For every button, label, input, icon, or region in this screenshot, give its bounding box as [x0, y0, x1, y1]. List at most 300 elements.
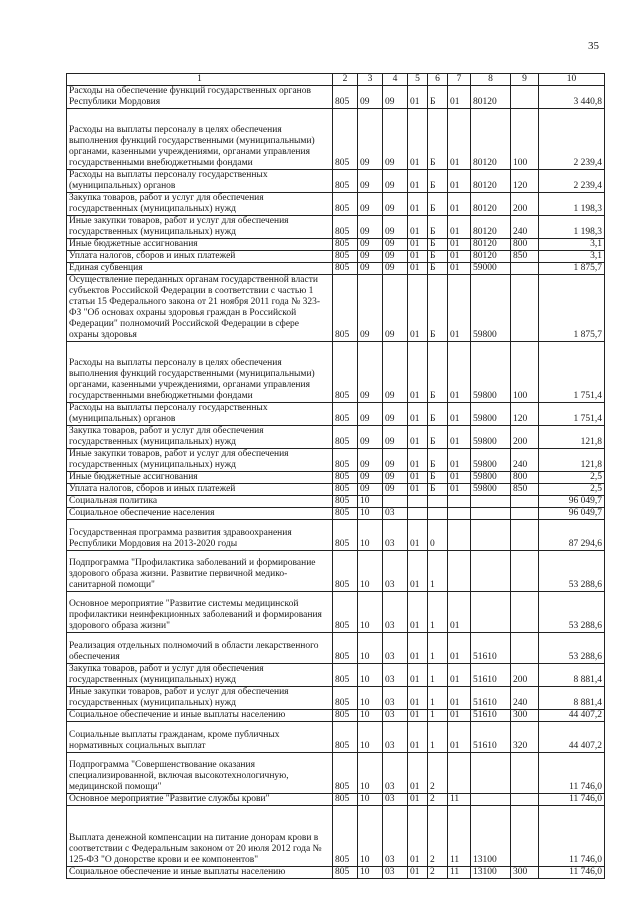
cell-c4: 03 [383, 710, 408, 722]
cell-c2: 805 [333, 520, 358, 551]
table-row [67, 86, 605, 109]
cell-c6: Б [428, 472, 448, 484]
column-header-6: 6 [428, 74, 448, 86]
cell-c8: 51610 [471, 722, 511, 753]
row-name: Иные закупки товаров, работ и услуг для обеспечения государственных (муниципальных) нужд [67, 216, 333, 239]
cell-c2: 805 [333, 753, 358, 794]
cell-c2: 805 [333, 551, 358, 592]
cell-c2: 805 [333, 664, 358, 687]
cell-c9 [511, 520, 539, 551]
cell-c7 [448, 496, 471, 508]
cell-c8: 80120 [471, 216, 511, 239]
cell-c6: 1 [428, 664, 448, 687]
cell-c4: 09 [383, 216, 408, 239]
cell-c6: 1 [428, 710, 448, 722]
cell-c2: 805 [333, 472, 358, 484]
cell-c5: 01 [408, 86, 428, 109]
table-row [67, 508, 605, 520]
cell-c9: 850 [511, 251, 539, 263]
row-name: Расходы на выплаты персоналу в целях обеспечения выполнения функций государственными (муниципальными) органами, казенными учреждениями, органами управления государственными внебюджетными фондами [67, 342, 333, 403]
row-name: Социальное обеспечение и иные выплаты населению [67, 710, 333, 722]
cell-c10: 2 239,4 [539, 170, 605, 193]
cell-c10: 3,1 [539, 251, 605, 263]
cell-c8 [471, 753, 511, 794]
cell-c10: 2 239,4 [539, 109, 605, 170]
cell-c2: 805 [333, 216, 358, 239]
cell-c5: 01 [408, 216, 428, 239]
row-name: Выплата денежной компенсации на питание донорам крови в соответствии с Федеральным законом от 20 июля 2012 года № 125-ФЗ "О донорстве крови и ее компонентов" [67, 806, 333, 867]
cell-c10: 11 746,0 [539, 806, 605, 867]
cell-c10: 2,5 [539, 484, 605, 496]
cell-c7: 01 [448, 251, 471, 263]
table-row [67, 710, 605, 722]
cell-c8: 59800 [471, 342, 511, 403]
table-row [67, 551, 605, 592]
row-name: Закупка товаров, работ и услуг для обеспечения государственных (муниципальных) нужд [67, 426, 333, 449]
cell-c6: Б [428, 263, 448, 275]
cell-c9 [511, 592, 539, 633]
cell-c10: 87 294,6 [539, 520, 605, 551]
cell-c7: 01 [448, 484, 471, 496]
cell-c7: 01 [448, 403, 471, 426]
cell-c9: 120 [511, 403, 539, 426]
cell-c4: 03 [383, 794, 408, 806]
cell-c8: 80120 [471, 251, 511, 263]
cell-c9 [511, 86, 539, 109]
row-name: Расходы на выплаты персоналу государственных (муниципальных) органов [67, 403, 333, 426]
cell-c3: 10 [358, 753, 383, 794]
cell-c3: 10 [358, 496, 383, 508]
row-name: Осуществление переданных органам государственной власти субъектов Российской Федерации в соответствии с частью 1 статьи 15 Федерального закона от 21 ноября 2011 года № 323-ФЗ "Об основах охраны здоровья граждан в Российской Федерации" полномочий Российской Федерации в сфере охраны здоровья [67, 275, 333, 342]
table-row [67, 484, 605, 496]
cell-c5: 01 [408, 342, 428, 403]
cell-c6: Б [428, 193, 448, 216]
cell-c9: 240 [511, 449, 539, 472]
table-row [67, 170, 605, 193]
cell-c5: 01 [408, 592, 428, 633]
table-row [67, 687, 605, 710]
cell-c4: 09 [383, 239, 408, 251]
cell-c5: 01 [408, 109, 428, 170]
cell-c4: 03 [383, 592, 408, 633]
cell-c3: 09 [358, 275, 383, 342]
cell-c6: Б [428, 239, 448, 251]
table-row [67, 722, 605, 753]
cell-c3: 09 [358, 86, 383, 109]
column-header-10: 10 [539, 74, 605, 86]
cell-c10: 1 751,4 [539, 403, 605, 426]
cell-c10: 8 881,4 [539, 687, 605, 710]
cell-c7: 01 [448, 86, 471, 109]
table-row [67, 216, 605, 239]
cell-c9: 120 [511, 170, 539, 193]
cell-c9 [511, 508, 539, 520]
cell-c6: Б [428, 86, 448, 109]
cell-c4: 03 [383, 722, 408, 753]
row-name: Основное мероприятие "Развитие службы крови" [67, 794, 333, 806]
cell-c2: 805 [333, 193, 358, 216]
cell-c5: 01 [408, 806, 428, 867]
cell-c7 [448, 551, 471, 592]
cell-c9: 200 [511, 426, 539, 449]
column-header-8: 8 [471, 74, 511, 86]
cell-c8: 80120 [471, 170, 511, 193]
cell-c5: 01 [408, 794, 428, 806]
cell-c4: 09 [383, 472, 408, 484]
cell-c2: 805 [333, 342, 358, 403]
cell-c7: 01 [448, 109, 471, 170]
cell-c7: 01 [448, 687, 471, 710]
cell-c8: 59800 [471, 403, 511, 426]
cell-c6: Б [428, 275, 448, 342]
cell-c10: 44 407,2 [539, 710, 605, 722]
cell-c6: 1 [428, 687, 448, 710]
cell-c8 [471, 551, 511, 592]
column-header-2: 2 [333, 74, 358, 86]
cell-c6: Б [428, 251, 448, 263]
column-header-1: 1 [67, 74, 333, 86]
row-name: Иные закупки товаров, работ и услуг для обеспечения государственных (муниципальных) нужд [67, 687, 333, 710]
cell-c10: 1 751,4 [539, 342, 605, 403]
cell-c9: 240 [511, 216, 539, 239]
cell-c10: 96 049,7 [539, 508, 605, 520]
cell-c6: 1 [428, 633, 448, 664]
cell-c5: 01 [408, 426, 428, 449]
cell-c7: 01 [448, 193, 471, 216]
cell-c2: 805 [333, 633, 358, 664]
cell-c2: 805 [333, 806, 358, 867]
cell-c7: 01 [448, 239, 471, 251]
table-row [67, 472, 605, 484]
table-row [67, 806, 605, 867]
cell-c8: 59800 [471, 484, 511, 496]
cell-c6: Б [428, 426, 448, 449]
cell-c3: 09 [358, 216, 383, 239]
row-name: Подпрограмма "Профилактика заболеваний и формирование здорового образа жизни. Развитие первичной медико-санитарной помощи" [67, 551, 333, 592]
column-header-3: 3 [358, 74, 383, 86]
cell-c8 [471, 496, 511, 508]
cell-c7: 01 [448, 472, 471, 484]
cell-c4: 09 [383, 86, 408, 109]
cell-c8 [471, 592, 511, 633]
cell-c6: Б [428, 216, 448, 239]
cell-c8: 51610 [471, 710, 511, 722]
row-name: Иные бюджетные ассигнования [67, 472, 333, 484]
cell-c9 [511, 496, 539, 508]
cell-c4: 09 [383, 484, 408, 496]
cell-c8: 80120 [471, 86, 511, 109]
cell-c3: 10 [358, 687, 383, 710]
table-header-row [67, 74, 605, 86]
cell-c2: 805 [333, 867, 358, 879]
cell-c5: 01 [408, 275, 428, 342]
cell-c5: 01 [408, 403, 428, 426]
cell-c3: 09 [358, 170, 383, 193]
cell-c4 [383, 496, 408, 508]
budget-table [66, 73, 605, 879]
cell-c3: 09 [358, 342, 383, 403]
cell-c8: 80120 [471, 109, 511, 170]
cell-c3: 09 [358, 484, 383, 496]
cell-c4: 03 [383, 520, 408, 551]
table-row [67, 520, 605, 551]
row-name: Социальное обеспечение населения [67, 508, 333, 520]
cell-c3: 10 [358, 794, 383, 806]
cell-c5: 01 [408, 449, 428, 472]
cell-c3: 09 [358, 263, 383, 275]
table-row [67, 426, 605, 449]
cell-c6: Б [428, 484, 448, 496]
column-header-4: 4 [383, 74, 408, 86]
cell-c7: 01 [448, 633, 471, 664]
cell-c9 [511, 753, 539, 794]
cell-c3: 10 [358, 806, 383, 867]
cell-c9 [511, 263, 539, 275]
cell-c3: 09 [358, 426, 383, 449]
cell-c2: 805 [333, 263, 358, 275]
table-row [67, 275, 605, 342]
cell-c4: 09 [383, 449, 408, 472]
cell-c2: 805 [333, 251, 358, 263]
cell-c7: 01 [448, 710, 471, 722]
cell-c6: 1 [428, 592, 448, 633]
row-name: Уплата налогов, сборов и иных платежей [67, 484, 333, 496]
cell-c3: 09 [358, 449, 383, 472]
cell-c6: Б [428, 449, 448, 472]
cell-c8: 59800 [471, 449, 511, 472]
cell-c5: 01 [408, 551, 428, 592]
cell-c5: 01 [408, 263, 428, 275]
cell-c8: 59800 [471, 472, 511, 484]
cell-c8: 13100 [471, 867, 511, 879]
cell-c8: 13100 [471, 806, 511, 867]
cell-c9 [511, 794, 539, 806]
cell-c5 [408, 496, 428, 508]
cell-c9: 800 [511, 472, 539, 484]
cell-c10: 121,8 [539, 426, 605, 449]
cell-c9: 800 [511, 239, 539, 251]
cell-c7: 11 [448, 806, 471, 867]
cell-c10: 11 746,0 [539, 867, 605, 879]
cell-c10: 1 198,3 [539, 216, 605, 239]
cell-c5: 01 [408, 472, 428, 484]
cell-c8: 59000 [471, 263, 511, 275]
cell-c6 [428, 508, 448, 520]
cell-c4: 09 [383, 342, 408, 403]
cell-c6: Б [428, 342, 448, 403]
cell-c7: 01 [448, 170, 471, 193]
cell-c9: 300 [511, 710, 539, 722]
cell-c4: 03 [383, 633, 408, 664]
table-row [67, 496, 605, 508]
cell-c3: 09 [358, 239, 383, 251]
cell-c2: 805 [333, 794, 358, 806]
cell-c4: 03 [383, 551, 408, 592]
cell-c5: 01 [408, 484, 428, 496]
cell-c10: 53 288,6 [539, 592, 605, 633]
table-row [67, 449, 605, 472]
cell-c8: 80120 [471, 193, 511, 216]
cell-c2: 805 [333, 484, 358, 496]
table-row [67, 251, 605, 263]
cell-c4: 03 [383, 806, 408, 867]
cell-c6: Б [428, 170, 448, 193]
cell-c9: 850 [511, 484, 539, 496]
cell-c5: 01 [408, 251, 428, 263]
column-header-9: 9 [511, 74, 539, 86]
cell-c5: 01 [408, 193, 428, 216]
cell-c7 [448, 753, 471, 794]
cell-c3: 10 [358, 592, 383, 633]
row-name: Иные закупки товаров, работ и услуг для обеспечения государственных (муниципальных) нужд [67, 449, 333, 472]
cell-c8 [471, 794, 511, 806]
cell-c5: 01 [408, 867, 428, 879]
cell-c10: 44 407,2 [539, 722, 605, 753]
row-name: Расходы на выплаты персоналу государственных (муниципальных) органов [67, 170, 333, 193]
cell-c7: 01 [448, 342, 471, 403]
cell-c10: 3 440,8 [539, 86, 605, 109]
row-name: Государственная программа развития здравоохранения Республики Мордовия на 2013-2020 годы [67, 520, 333, 551]
cell-c3: 09 [358, 251, 383, 263]
row-name: Закупка товаров, работ и услуг для обеспечения государственных (муниципальных) нужд [67, 193, 333, 216]
table-row [67, 109, 605, 170]
cell-c7 [448, 520, 471, 551]
table-row [67, 592, 605, 633]
row-name: Подпрограмма "Совершенствование оказания специализированной, включая высокотехнологичную, медицинской помощи" [67, 753, 333, 794]
cell-c3: 09 [358, 193, 383, 216]
row-name: Закупка товаров, работ и услуг для обеспечения государственных (муниципальных) нужд [67, 664, 333, 687]
cell-c9: 200 [511, 193, 539, 216]
table-row [67, 867, 605, 879]
cell-c6: Б [428, 109, 448, 170]
cell-c9: 320 [511, 722, 539, 753]
cell-c7: 01 [448, 426, 471, 449]
cell-c10: 1 198,3 [539, 193, 605, 216]
table-row [67, 193, 605, 216]
cell-c4: 09 [383, 403, 408, 426]
row-name: Иные бюджетные ассигнования [67, 239, 333, 251]
cell-c5: 01 [408, 687, 428, 710]
cell-c9 [511, 551, 539, 592]
cell-c3: 09 [358, 109, 383, 170]
cell-c3: 10 [358, 508, 383, 520]
cell-c8 [471, 520, 511, 551]
cell-c9 [511, 633, 539, 664]
table-row [67, 664, 605, 687]
cell-c9: 100 [511, 342, 539, 403]
cell-c6 [428, 496, 448, 508]
cell-c7: 01 [448, 722, 471, 753]
cell-c9: 200 [511, 664, 539, 687]
cell-c2: 805 [333, 592, 358, 633]
cell-c6: 1 [428, 722, 448, 753]
cell-c3: 09 [358, 472, 383, 484]
cell-c2: 805 [333, 239, 358, 251]
cell-c4: 03 [383, 508, 408, 520]
row-name: Единая субвенция [67, 263, 333, 275]
cell-c6: Б [428, 403, 448, 426]
table-row [67, 794, 605, 806]
cell-c7: 01 [448, 275, 471, 342]
cell-c10: 53 288,6 [539, 633, 605, 664]
table-row [67, 633, 605, 664]
cell-c5: 01 [408, 722, 428, 753]
cell-c5: 01 [408, 520, 428, 551]
cell-c9 [511, 275, 539, 342]
cell-c3: 10 [358, 710, 383, 722]
cell-c10: 3,1 [539, 239, 605, 251]
cell-c8: 59800 [471, 275, 511, 342]
cell-c9 [511, 806, 539, 867]
cell-c5: 01 [408, 664, 428, 687]
cell-c3: 10 [358, 551, 383, 592]
cell-c5 [408, 508, 428, 520]
cell-c10: 8 881,4 [539, 664, 605, 687]
table-row [67, 753, 605, 794]
cell-c2: 805 [333, 710, 358, 722]
cell-c2: 805 [333, 687, 358, 710]
cell-c6: 2 [428, 867, 448, 879]
row-name: Расходы на обеспечение функций государственных органов Республики Мордовия [67, 86, 333, 109]
cell-c7: 01 [448, 592, 471, 633]
cell-c5: 01 [408, 710, 428, 722]
cell-c4: 03 [383, 664, 408, 687]
row-name: Расходы на выплаты персоналу в целях обеспечения выполнения функций государственными (муниципальными) органами, казенными учреждениями, органами управления государственными внебюджетными фондами [67, 109, 333, 170]
cell-c4: 09 [383, 251, 408, 263]
cell-c3: 10 [358, 664, 383, 687]
column-header-5: 5 [408, 74, 428, 86]
cell-c10: 96 049,7 [539, 496, 605, 508]
cell-c8: 51610 [471, 687, 511, 710]
cell-c5: 01 [408, 239, 428, 251]
table-row [67, 403, 605, 426]
cell-c2: 805 [333, 722, 358, 753]
column-header-7: 7 [448, 74, 471, 86]
table-row [67, 239, 605, 251]
table-row [67, 263, 605, 275]
cell-c5: 01 [408, 633, 428, 664]
cell-c2: 805 [333, 449, 358, 472]
table-row [67, 342, 605, 403]
cell-c10: 53 288,6 [539, 551, 605, 592]
cell-c7: 01 [448, 664, 471, 687]
row-name: Основное мероприятие "Развитие системы медицинской профилактики неинфекционных заболеваний и формирования здорового образа жизни" [67, 592, 333, 633]
cell-c7: 11 [448, 867, 471, 879]
cell-c6: 2 [428, 753, 448, 794]
cell-c7: 01 [448, 263, 471, 275]
cell-c7: 11 [448, 794, 471, 806]
cell-c4: 03 [383, 867, 408, 879]
cell-c3: 10 [358, 633, 383, 664]
cell-c6: 1 [428, 551, 448, 592]
cell-c2: 805 [333, 403, 358, 426]
cell-c4: 09 [383, 109, 408, 170]
cell-c10: 1 875,7 [539, 275, 605, 342]
cell-c2: 805 [333, 496, 358, 508]
cell-c10: 1 875,7 [539, 263, 605, 275]
cell-c5: 01 [408, 170, 428, 193]
cell-c4: 03 [383, 753, 408, 794]
cell-c8: 51610 [471, 664, 511, 687]
cell-c3: 10 [358, 520, 383, 551]
cell-c9: 300 [511, 867, 539, 879]
cell-c2: 805 [333, 426, 358, 449]
row-name: Социальные выплаты гражданам, кроме публичных нормативных социальных выплат [67, 722, 333, 753]
cell-c5: 01 [408, 753, 428, 794]
page-number: 35 [588, 40, 599, 52]
cell-c10: 2,5 [539, 472, 605, 484]
cell-c6: 2 [428, 806, 448, 867]
